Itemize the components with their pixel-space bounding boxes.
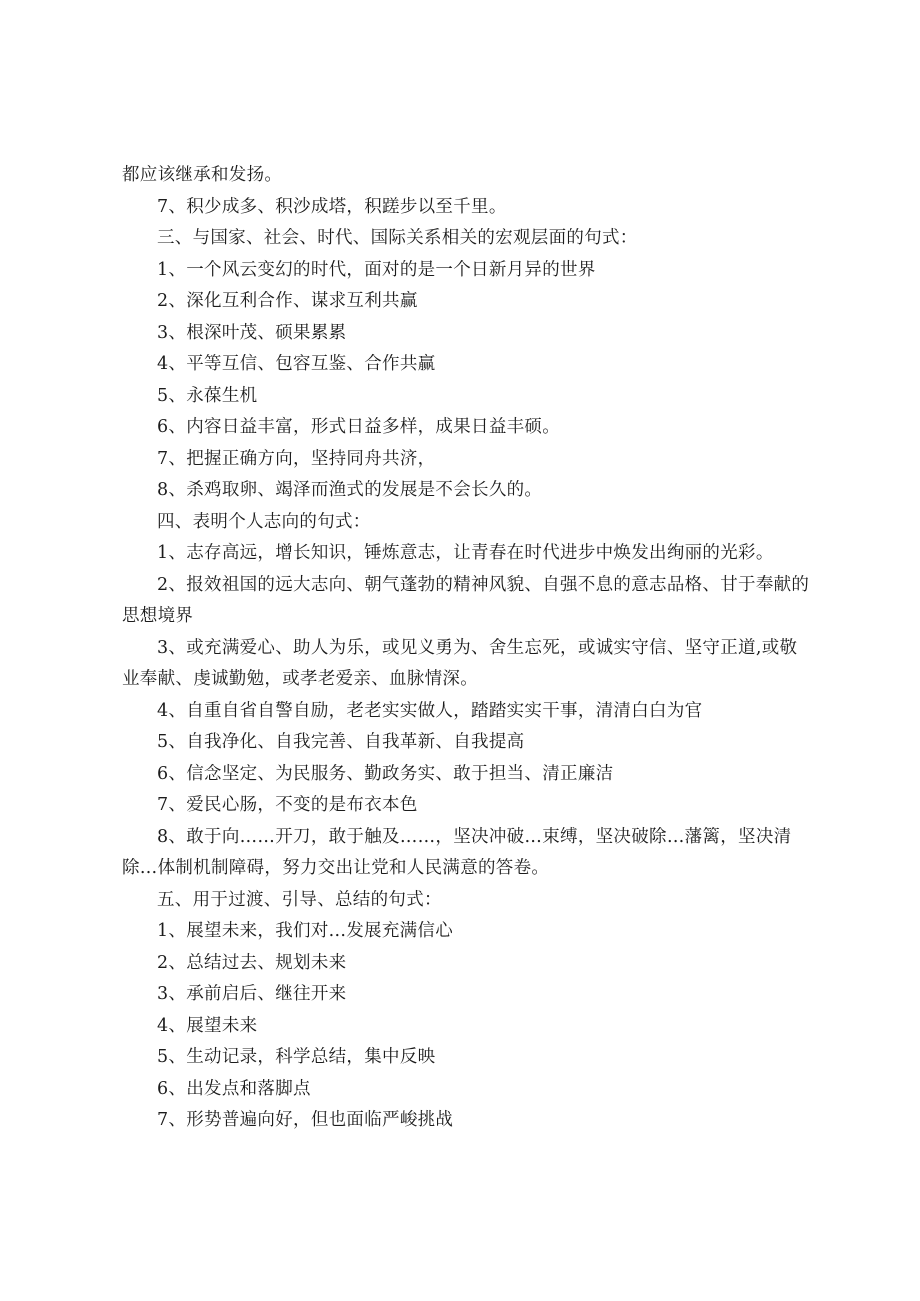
list-item: 4、自重自省自警自励，老老实实做人，踏踏实实干事，清清白白为官 <box>157 700 703 721</box>
section-heading-5: 五、用于过渡、引导、总结的句式： <box>157 889 442 910</box>
list-item: 8、敢于向……开刀，敢于触及……，坚决冲破…束缚，坚决破除…藩篱，坚决清除…体制机制障碍，努力交出让党和人民满意的答卷。 <box>122 826 792 878</box>
list-item: 6、内容日益丰富，形式日益多样，成果日益丰硕。 <box>157 417 561 437</box>
list-item: 7、爱民心肠，不变的是布衣本色 <box>157 795 418 815</box>
list-item: 1、一个风云变幻的时代，面对的是一个日新月异的世界 <box>157 259 596 280</box>
list-item: 6、信念坚定、为民服务、勤政务实、敢于担当、清正廉洁 <box>157 763 614 784</box>
list-item: 5、自我净化、自我完善、自我革新、自我提高 <box>157 732 525 752</box>
list-item: 4、展望未来 <box>157 1015 258 1036</box>
list-item: 5、生动记录，科学总结，集中反映 <box>157 1047 436 1067</box>
list-item: 3、或充满爱心、助人为乐，或见义勇为、舍生忘死，或诚实守信、坚守正道,或敬业奉献、虔诚勤勉，或孝老爱亲、血脉情深。 <box>122 637 798 689</box>
list-item: 2、报效祖国的远大志向、朝气蓬勃的精神风貌、自强不息的意志品格、甘于奉献的思想境界 <box>122 574 810 626</box>
list-item: 5、永葆生机 <box>157 385 258 406</box>
document-body <box>122 160 812 1137</box>
list-item: 7、形势普遍向好，但也面临严峻挑战 <box>157 1110 454 1130</box>
list-item: 7、把握正确方向，坚持同舟共济， <box>157 448 436 469</box>
list-item: 7、积少成多、积沙成塔，积蹉步以至千里。 <box>157 196 507 217</box>
list-item: 2、总结过去、规划未来 <box>157 952 347 973</box>
section-heading-3: 三、与国家、社会、时代、国际关系相关的宏观层面的句式： <box>157 228 638 248</box>
list-item: 8、杀鸡取卵、竭泽而渔式的发展是不会长久的。 <box>157 480 543 500</box>
list-item: 4、平等互信、包容互鉴、合作共赢 <box>157 354 436 374</box>
list-item: 1、展望未来，我们对...发展充满信心 <box>157 921 454 941</box>
paragraph-continuation: 都应该继承和发扬。 <box>122 165 283 185</box>
list-item: 6、出发点和落脚点 <box>157 1078 311 1099</box>
section-heading-4: 四、表明个人志向的句式： <box>157 511 371 532</box>
list-item: 2、深化互利合作、谋求互利共赢 <box>157 291 418 311</box>
list-item: 3、承前启后、继往开来 <box>157 984 347 1004</box>
list-item: 1、志存高远，增长知识，锤炼意志，让青春在时代进步中焕发出绚丽的光彩。 <box>157 543 774 563</box>
list-item: 3、根深叶茂、硕果累累 <box>157 322 347 343</box>
